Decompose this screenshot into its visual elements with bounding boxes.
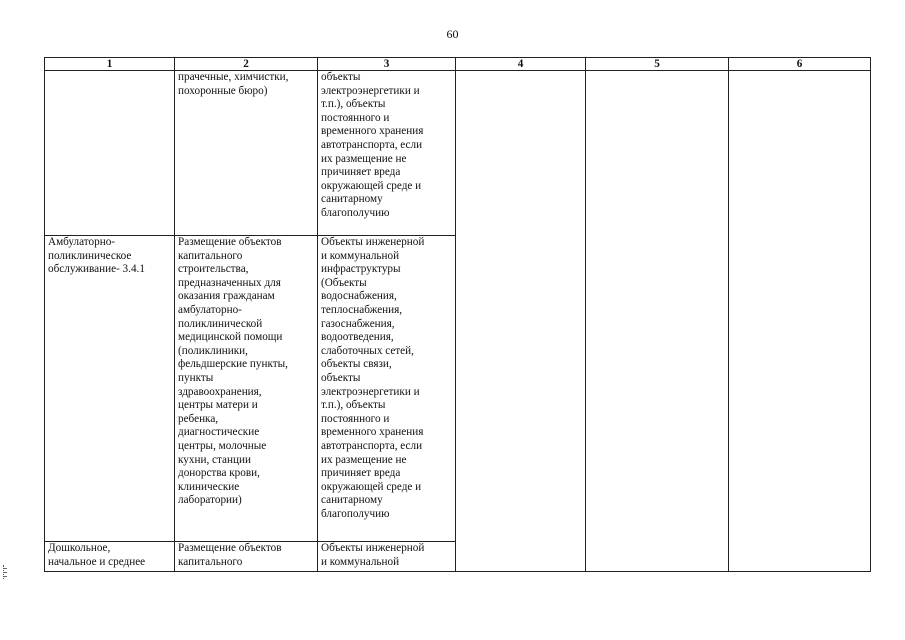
column-header-3: 3 — [318, 58, 456, 71]
column-header-1: 1 — [45, 58, 175, 71]
table-cell-use-type — [45, 71, 175, 236]
table-header-row — [45, 58, 871, 71]
table-cell-auxiliary-uses: объекты электроэнергетики и т.п.), объекты постоянного и временного хранения автотранспорта, если их размещение не причиняет вреда окружающей среде и санитарному благополучию — [318, 71, 456, 236]
column-header-6: 6 — [729, 58, 871, 71]
column-header-4: 4 — [456, 58, 586, 71]
table-row — [45, 71, 871, 236]
table-cell-use-type: Амбулаторно- поликлиническое обслуживание- 3.4.1 — [45, 236, 175, 542]
column-header-2: 2 — [175, 58, 318, 71]
land-use-table — [44, 57, 871, 572]
table-cell-col6-merged — [729, 71, 871, 572]
table-cell-col5-merged — [586, 71, 729, 572]
table-cell-auxiliary-uses: Объекты инженерной и коммунальной — [318, 542, 456, 572]
table-cell-col4-merged — [456, 71, 586, 572]
table-cell-use-type: Дошкольное, начальное и среднее — [45, 542, 175, 572]
table-cell-auxiliary-uses: Объекты инженерной и коммунальной инфраструктуры (Объекты водоснабжения, теплоснабжения, газоснабжения, водоотведения, слаботочных сетей, объекты связи, объекты электроэнергетики и т.п.), объекты постоянного и временного хранения автотранспорта, если их размещение не причиняет вреда окружающей среде и санитарному благополучию — [318, 236, 456, 542]
table-cell-description: Размещение объектов капитального — [175, 542, 318, 572]
column-header-5: 5 — [586, 58, 729, 71]
table-cell-description: Размещение объектов капитального строительства, предназначенных для оказания гражданам амбулаторно- поликлинической медицинской помощи (поликлиники, фельдшерские пункты, пункты здравоохранения, центры матери и ребенка, диагностические центры, молочные кухни, станции донорства крови, клинические лаборатории) — [175, 236, 318, 542]
table-cell-description: прачечные, химчистки, похоронные бюро) — [175, 71, 318, 236]
page-number: 60 — [446, 27, 459, 41]
scan-margin-mark — [3, 565, 7, 579]
